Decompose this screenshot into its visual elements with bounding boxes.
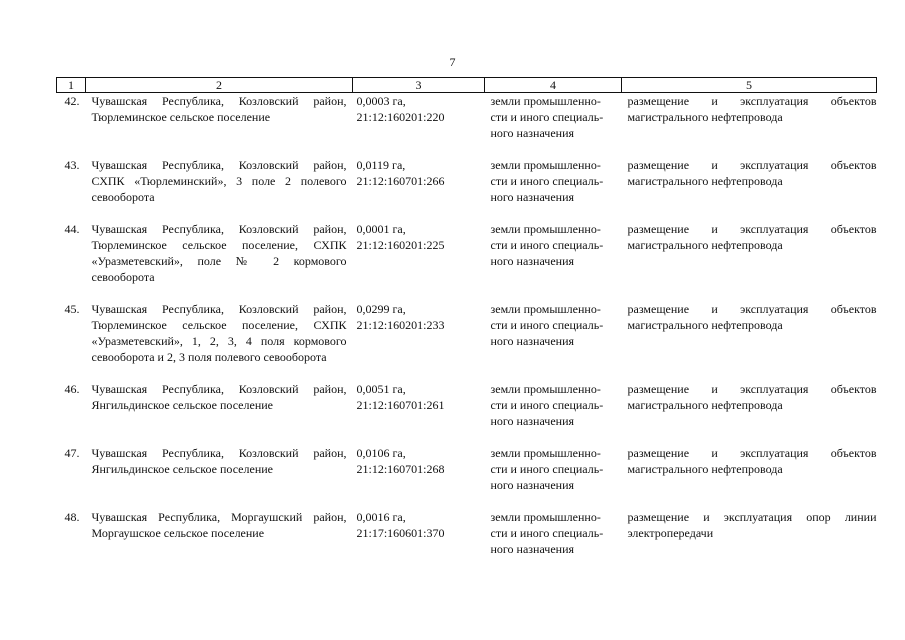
table-body bbox=[57, 93, 877, 558]
row-land-category bbox=[485, 381, 622, 445]
row-purpose: размещение и эксплуатация объектов магистрального нефтепровода bbox=[627, 302, 877, 332]
category-line: сти и иного специаль- bbox=[490, 526, 604, 540]
row-cadastral-number: 21:12:160701:266 bbox=[356, 174, 445, 188]
row-address: Чувашская Республика, Козловский район, Тюрлеминское сельское поселение, СХПК «Уразметевский», 1, 2, 3, 4 поля кормового севооборота и 2, 3 поля полевого севооборота bbox=[91, 302, 347, 364]
category-line: земли промышленно- bbox=[490, 302, 601, 316]
table-header bbox=[57, 78, 877, 93]
row-number: 46. bbox=[64, 382, 80, 396]
table-row bbox=[57, 93, 877, 158]
row-cadastral-number: 21:12:160701:261 bbox=[356, 398, 445, 412]
table-row bbox=[57, 221, 877, 301]
row-number: 45. bbox=[64, 302, 80, 316]
header-col-4: 4 bbox=[485, 78, 622, 93]
row-address: Чувашская Республика, Моргаушский район, Моргаушское сельское поселение bbox=[91, 510, 347, 540]
row-number: 43. bbox=[64, 158, 80, 172]
header-col-1: 1 bbox=[57, 78, 86, 93]
row-area: 0,0119 га, bbox=[356, 158, 406, 172]
row-number: 47. bbox=[64, 446, 80, 460]
row-address: Чувашская Республика, Козловский район, СХПК «Тюрлеминский», 3 поле 2 полевого севооборота bbox=[91, 158, 347, 204]
category-line: земли промышленно- bbox=[490, 158, 601, 172]
row-address: Чувашская Республика, Козловский район, Тюрлеминское сельское поселение, СХПК «Уразметевский», поле № 2 кормового севооборота bbox=[91, 222, 347, 284]
table-row bbox=[57, 157, 877, 221]
row-area: 0,0001 га, bbox=[356, 222, 406, 236]
row-purpose: размещение и эксплуатация объектов магистрального нефтепровода bbox=[627, 446, 877, 476]
category-line: сти и иного специаль- bbox=[490, 238, 604, 252]
row-land-category bbox=[485, 221, 622, 301]
row-area-cadastral bbox=[353, 509, 485, 557]
row-address: Чувашская Республика, Козловский район, Янгильдинское сельское поселение bbox=[91, 382, 347, 412]
category-line: сти и иного специаль- bbox=[490, 462, 604, 476]
category-line: сти и иного специаль- bbox=[490, 318, 604, 332]
row-land-category bbox=[485, 445, 622, 509]
row-area: 0,0016 га, bbox=[356, 510, 406, 524]
category-line: ного назначения bbox=[490, 542, 575, 556]
row-address: Чувашская Республика, Козловский район, Тюрлеминское сельское поселение bbox=[91, 94, 347, 124]
row-land-category bbox=[485, 509, 622, 557]
page-number: 7 bbox=[449, 55, 456, 69]
row-area: 0,0003 га, bbox=[356, 94, 406, 108]
category-line: ного назначения bbox=[490, 254, 575, 268]
row-area-cadastral bbox=[353, 221, 485, 301]
table-row bbox=[57, 381, 877, 445]
category-line: земли промышленно- bbox=[490, 382, 601, 396]
category-line: сти и иного специаль- bbox=[490, 174, 604, 188]
category-line: ного назначения bbox=[490, 126, 575, 140]
row-purpose: размещение и эксплуатация опор линии электропередачи bbox=[627, 510, 877, 540]
table-row bbox=[57, 301, 877, 381]
category-line: ного назначения bbox=[490, 190, 575, 204]
table-row bbox=[57, 445, 877, 509]
row-area: 0,0051 га, bbox=[356, 382, 406, 396]
row-number: 48. bbox=[64, 510, 80, 524]
row-area: 0,0106 га, bbox=[356, 446, 406, 460]
header-col-3: 3 bbox=[353, 78, 485, 93]
row-land-category bbox=[485, 301, 622, 381]
category-line: ного назначения bbox=[490, 414, 575, 428]
row-purpose: размещение и эксплуатация объектов магистрального нефтепровода bbox=[627, 222, 877, 252]
row-area-cadastral bbox=[353, 93, 485, 158]
row-cadastral-number: 21:12:160201:225 bbox=[356, 238, 445, 252]
table-row bbox=[57, 509, 877, 557]
header-col-2: 2 bbox=[86, 78, 353, 93]
row-area: 0,0299 га, bbox=[356, 302, 406, 316]
category-line: земли промышленно- bbox=[490, 446, 601, 460]
row-number: 44. bbox=[64, 222, 80, 236]
row-purpose: размещение и эксплуатация объектов магистрального нефтепровода bbox=[627, 94, 877, 124]
row-cadastral-number: 21:17:160601:370 bbox=[356, 526, 445, 540]
row-area-cadastral bbox=[353, 381, 485, 445]
row-area-cadastral bbox=[353, 157, 485, 221]
row-purpose: размещение и эксплуатация объектов магистрального нефтепровода bbox=[627, 382, 877, 412]
row-address: Чувашская Республика, Козловский район, Янгильдинское сельское поселение bbox=[91, 446, 347, 476]
category-line: земли промышленно- bbox=[490, 94, 601, 108]
land-plots-table bbox=[56, 77, 877, 557]
header-col-5: 5 bbox=[622, 78, 877, 93]
row-number: 42. bbox=[64, 94, 80, 108]
row-cadastral-number: 21:12:160201:233 bbox=[356, 318, 445, 332]
category-line: ного назначения bbox=[490, 478, 575, 492]
row-purpose: размещение и эксплуатация объектов магистрального нефтепровода bbox=[627, 158, 877, 188]
row-cadastral-number: 21:12:160201:220 bbox=[356, 110, 445, 124]
category-line: сти и иного специаль- bbox=[490, 398, 604, 412]
row-cadastral-number: 21:12:160701:268 bbox=[356, 462, 445, 476]
row-area-cadastral bbox=[353, 445, 485, 509]
category-line: ного назначения bbox=[490, 334, 575, 348]
category-line: земли промышленно- bbox=[490, 510, 601, 524]
category-line: сти и иного специаль- bbox=[490, 110, 604, 124]
row-land-category bbox=[485, 93, 622, 158]
category-line: земли промышленно- bbox=[490, 222, 601, 236]
header-row bbox=[57, 78, 877, 93]
row-area-cadastral bbox=[353, 301, 485, 381]
row-land-category bbox=[485, 157, 622, 221]
